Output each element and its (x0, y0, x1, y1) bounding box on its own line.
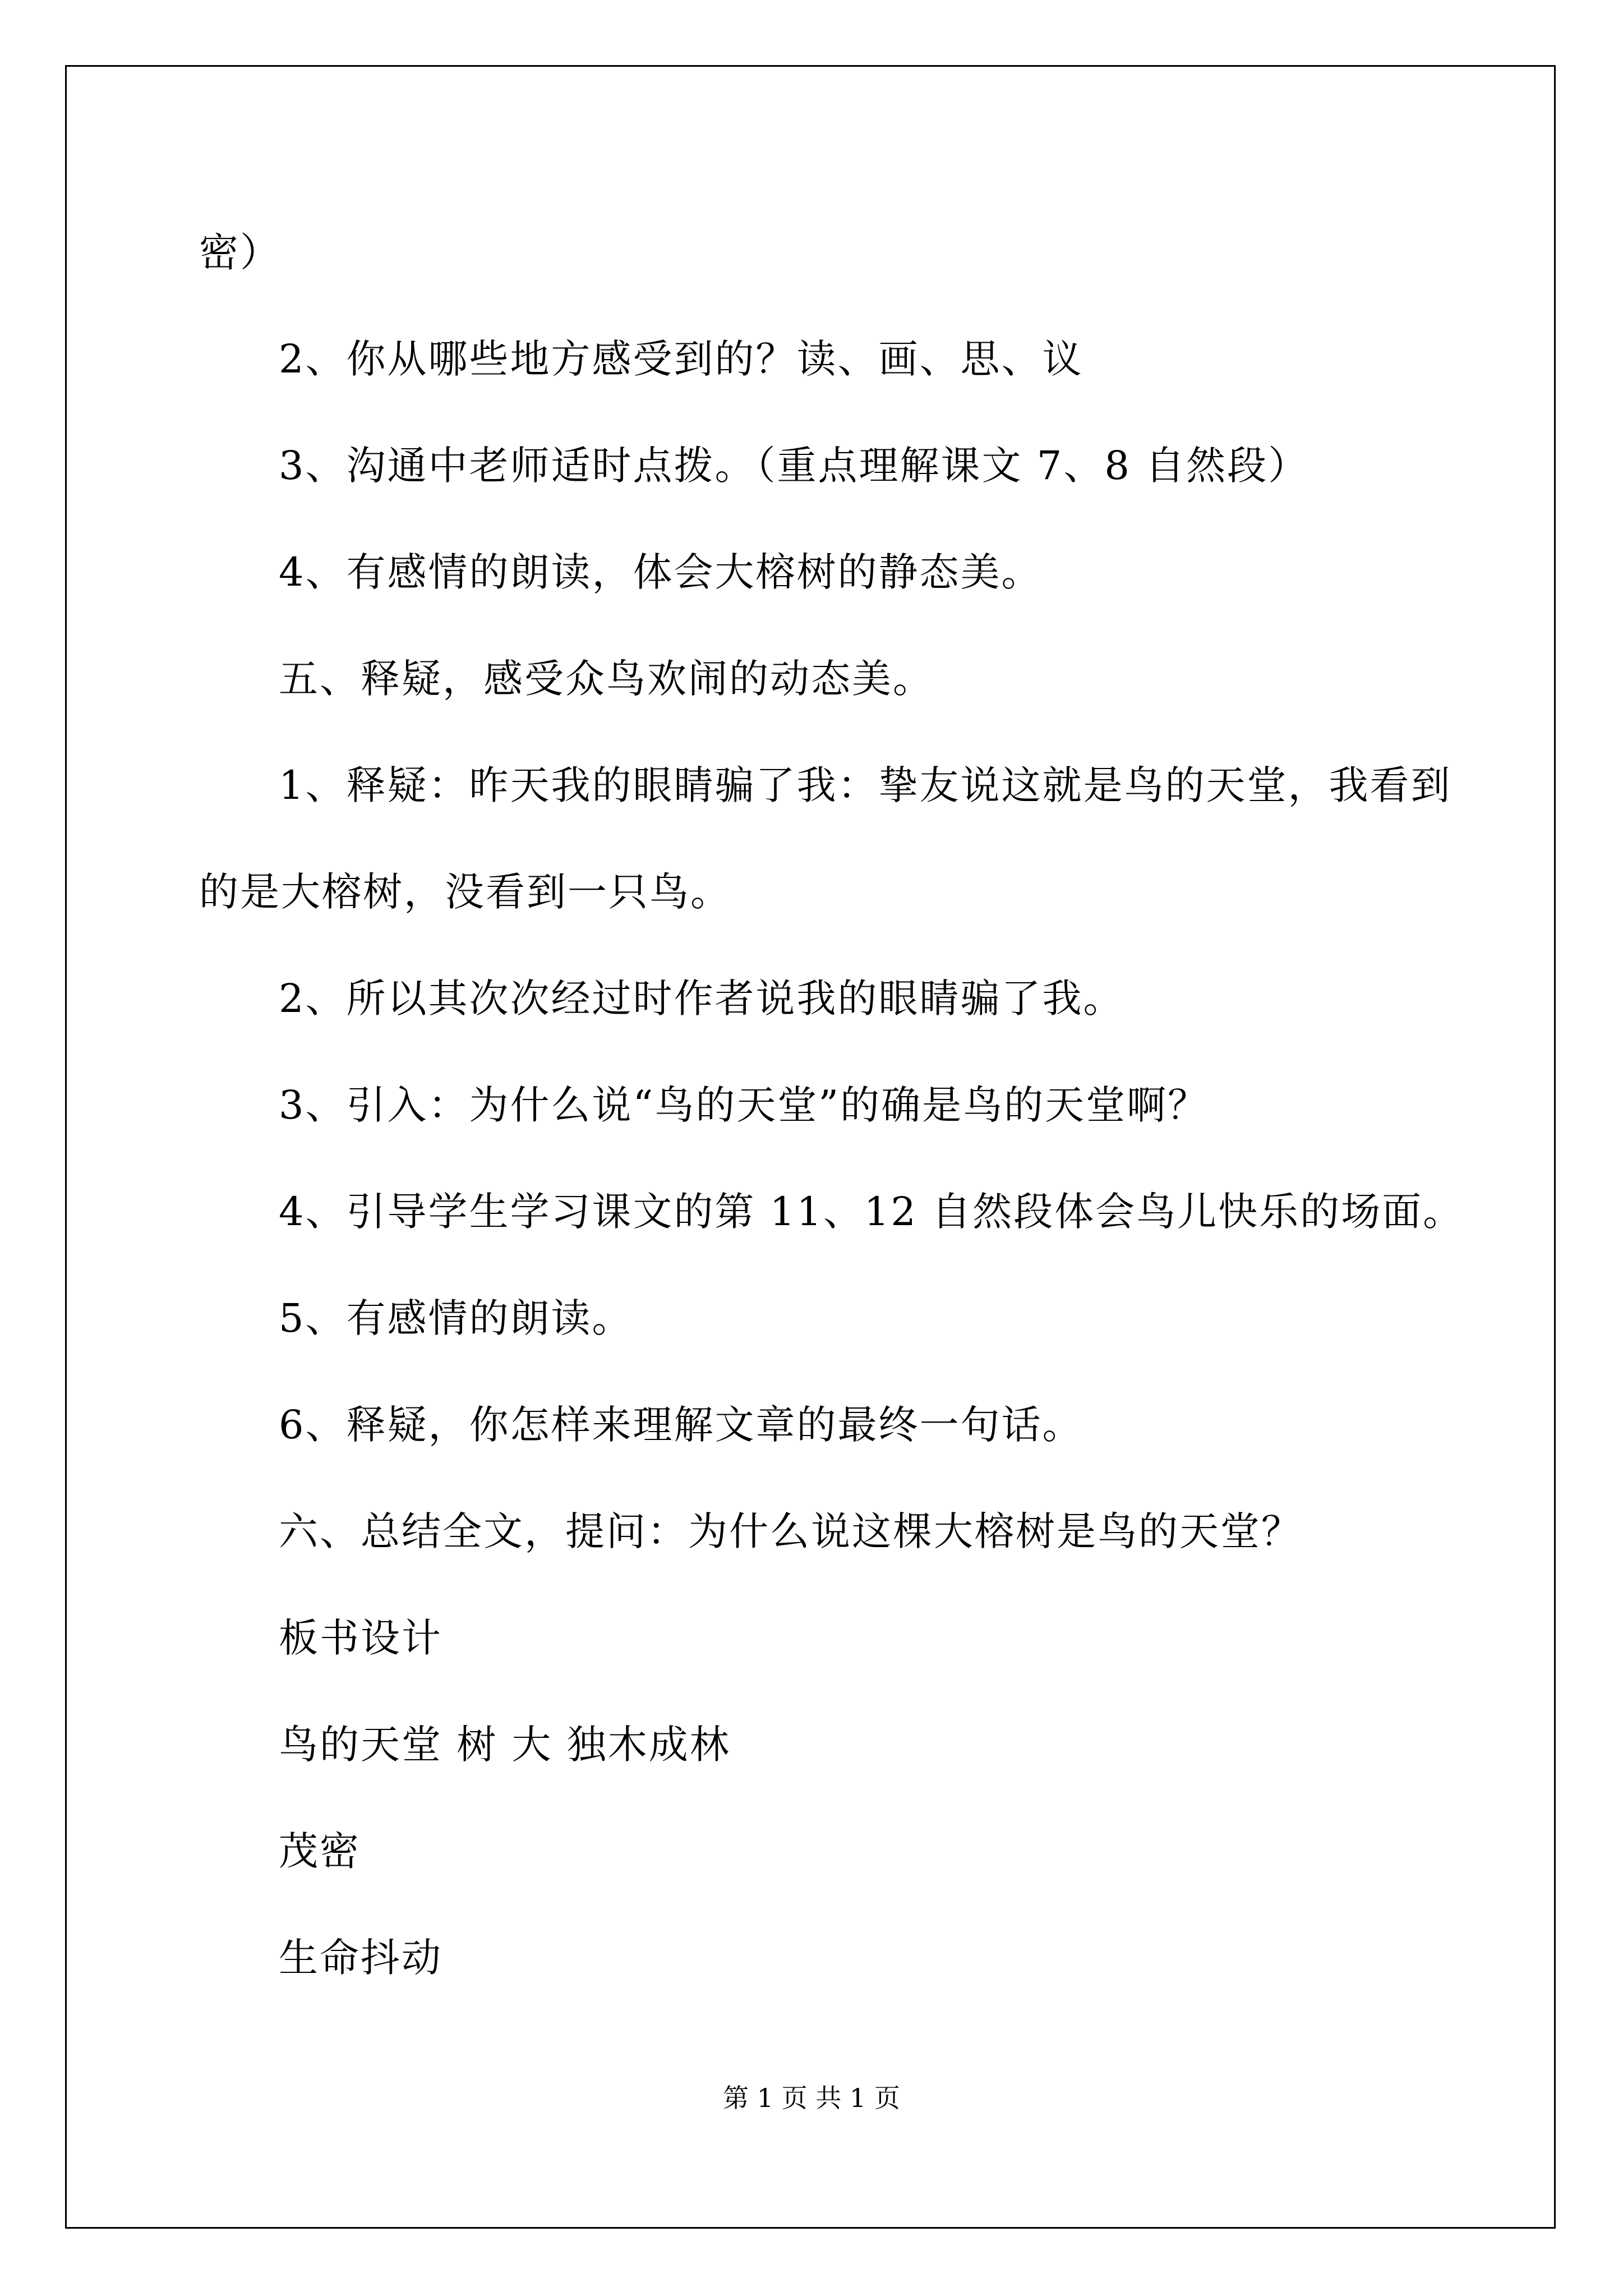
text-line-8: 2、所以其次次经过时作者说我的眼睛骗了我。 (279, 976, 1124, 1022)
text-line-12: 6、释疑，你怎样来理解文章的最终一句话。 (279, 1402, 1083, 1448)
text-line-10: 4、引导学生学习课文的第 11、12 自然段体会鸟儿快乐的场面。 (279, 1189, 1464, 1235)
page-border (65, 65, 1556, 2229)
section-heading-5: 五、释疑，感受众鸟欢闹的动态美。 (279, 656, 934, 702)
text-line-7: 的是大榕树，没看到一只鸟。 (199, 869, 731, 915)
text-line-1: 密） (199, 229, 281, 275)
text-line-3: 3、沟通中老师适时点拨。（重点理解课文 7、8 自然段） (279, 443, 1310, 489)
page-number-footer: 第 1 页 共 1 页 (723, 2083, 900, 2113)
board-design-heading: 板书设计 (279, 1615, 442, 1661)
text-line-11: 5、有感情的朗读。 (279, 1295, 633, 1341)
text-line-2: 2、你从哪些地方感受到的？读、画、思、议 (279, 336, 1083, 382)
section-heading-6: 六、总结全文，提问：为什么说这棵大榕树是鸟的天堂？ (279, 1508, 1302, 1554)
board-design-line-1: 鸟的天堂 树 大 独木成林 (279, 1722, 731, 1768)
board-design-line-3: 生命抖动 (279, 1935, 442, 1981)
text-line-9: 3、引入：为什么说“鸟的天堂”的确是鸟的天堂啊？ (279, 1082, 1209, 1128)
text-line-4: 4、有感情的朗读，体会大榕树的静态美。 (279, 549, 1043, 595)
text-line-6: 1、释疑：昨天我的眼睛骗了我：挚友说这就是鸟的天堂，我看到 (279, 762, 1452, 808)
board-design-line-2: 茂密 (279, 1828, 361, 1874)
